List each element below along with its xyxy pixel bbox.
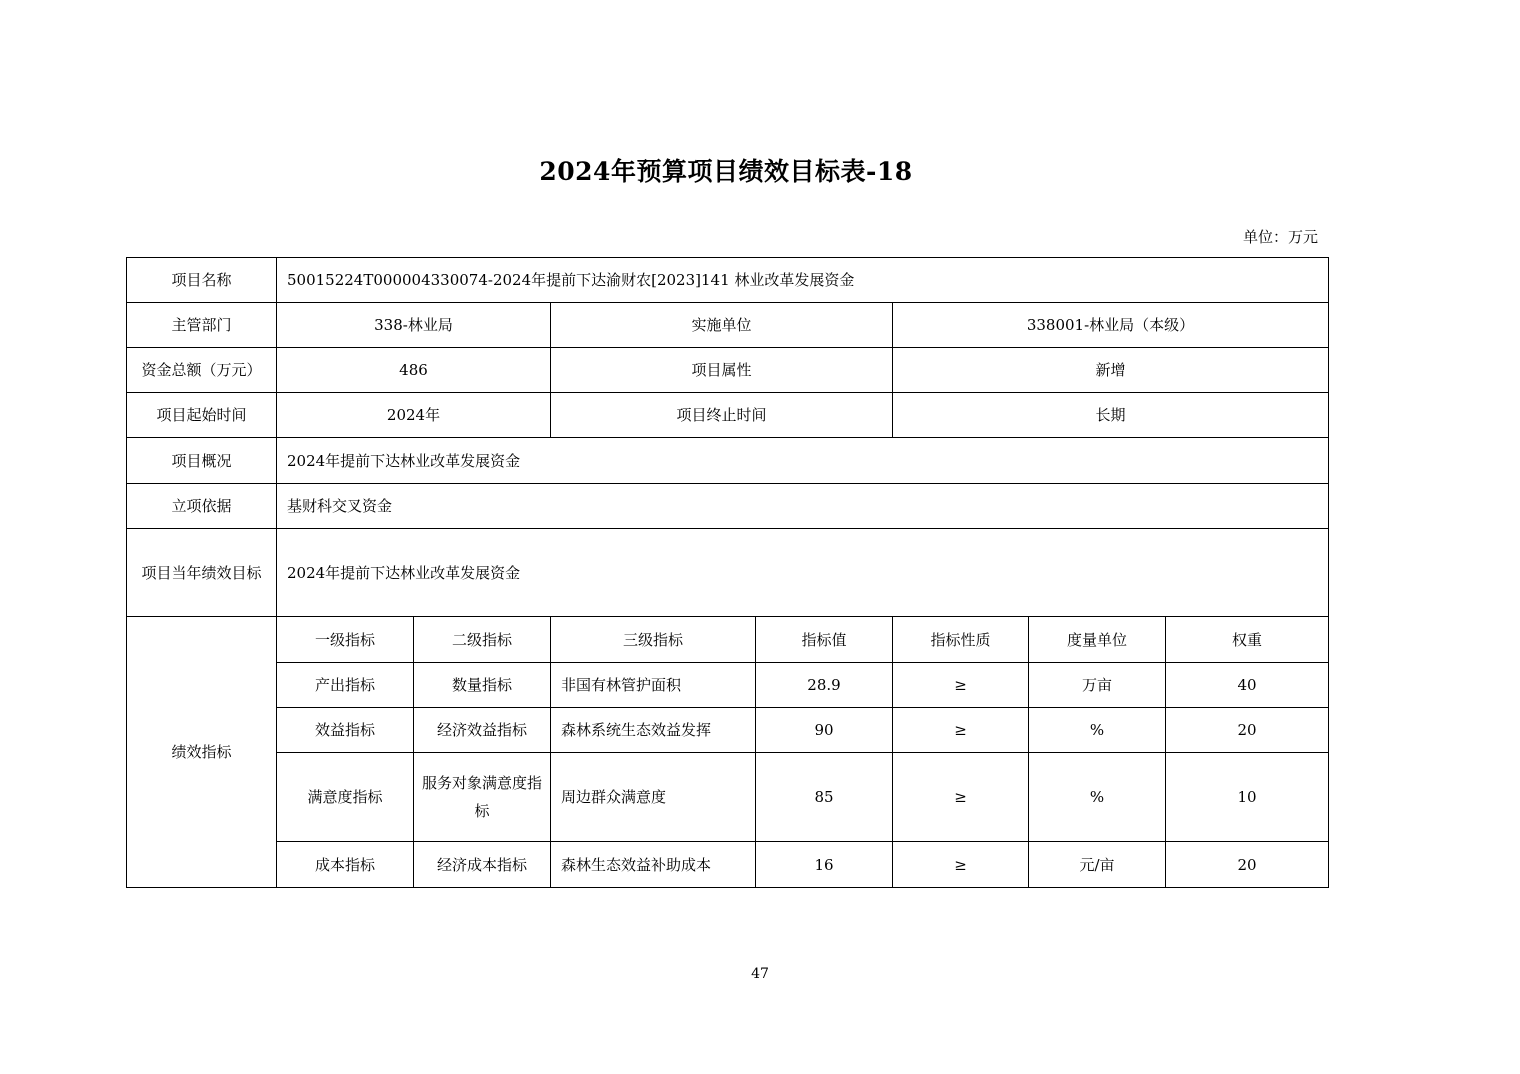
indicator-level1: 满意度指标 <box>277 753 414 842</box>
header-nature: 指标性质 <box>893 617 1029 663</box>
dept-value: 338-林业局 <box>277 303 551 348</box>
indicator-unit: 元/亩 <box>1029 842 1166 888</box>
indicator-nature: ≥ <box>893 663 1029 708</box>
indicator-level2: 经济成本指标 <box>414 842 551 888</box>
fund-label: 资金总额（万元） <box>127 348 277 393</box>
indicator-unit: % <box>1029 708 1166 753</box>
indicator-level3: 非国有林管护面积 <box>551 663 756 708</box>
basis-value: 基财科交叉资金 <box>277 484 1329 529</box>
row-overview <box>127 438 1329 484</box>
indicator-level1: 产出指标 <box>277 663 414 708</box>
end-value: 长期 <box>893 393 1329 438</box>
impl-value: 338001-林业局（本级） <box>893 303 1329 348</box>
row-time <box>127 393 1329 438</box>
indicator-level2: 服务对象满意度指标 <box>414 753 551 842</box>
row-project-name <box>127 258 1329 303</box>
goal-value: 2024年提前下达林业改革发展资金 <box>277 529 1329 617</box>
indicator-level2: 经济效益指标 <box>414 708 551 753</box>
page-number: 47 <box>751 966 769 982</box>
indicator-row <box>127 663 1329 708</box>
attr-label: 项目属性 <box>551 348 893 393</box>
header-level3: 三级指标 <box>551 617 756 663</box>
dept-label: 主管部门 <box>127 303 277 348</box>
overview-value: 2024年提前下达林业改革发展资金 <box>277 438 1329 484</box>
end-label: 项目终止时间 <box>551 393 893 438</box>
indicator-row <box>127 753 1329 842</box>
indicator-nature: ≥ <box>893 753 1029 842</box>
indicator-weight: 10 <box>1166 753 1329 842</box>
indicators-section-label: 绩效指标 <box>127 617 277 888</box>
indicator-level3: 周边群众满意度 <box>551 753 756 842</box>
row-department <box>127 303 1329 348</box>
project-name-label: 项目名称 <box>127 258 277 303</box>
row-goal <box>127 529 1329 617</box>
row-fund <box>127 348 1329 393</box>
indicator-value: 28.9 <box>756 663 893 708</box>
indicator-unit: % <box>1029 753 1166 842</box>
start-value: 2024年 <box>277 393 551 438</box>
project-name-value: 50015224T000004330074-2024年提前下达渝财农[2023]141 林业改革发展资金 <box>277 258 1329 303</box>
indicator-weight: 20 <box>1166 708 1329 753</box>
impl-label: 实施单位 <box>551 303 893 348</box>
goal-label: 项目当年绩效目标 <box>127 529 277 617</box>
indicator-level1: 成本指标 <box>277 842 414 888</box>
indicator-value: 85 <box>756 753 893 842</box>
indicator-unit: 万亩 <box>1029 663 1166 708</box>
attr-value: 新增 <box>893 348 1329 393</box>
indicator-level1: 效益指标 <box>277 708 414 753</box>
header-level2: 二级指标 <box>414 617 551 663</box>
indicator-level3: 森林生态效益补助成本 <box>551 842 756 888</box>
overview-label: 项目概况 <box>127 438 277 484</box>
indicator-weight: 20 <box>1166 842 1329 888</box>
indicator-weight: 40 <box>1166 663 1329 708</box>
document-title: 2024年预算项目绩效目标表-18 <box>539 157 913 186</box>
indicator-row <box>127 708 1329 753</box>
indicator-nature: ≥ <box>893 708 1029 753</box>
indicator-value: 90 <box>756 708 893 753</box>
indicator-nature: ≥ <box>893 842 1029 888</box>
indicator-level2: 数量指标 <box>414 663 551 708</box>
row-basis <box>127 484 1329 529</box>
performance-target-table <box>126 257 1329 888</box>
fund-value: 486 <box>277 348 551 393</box>
header-value: 指标值 <box>756 617 893 663</box>
indicator-header-row <box>127 617 1329 663</box>
start-label: 项目起始时间 <box>127 393 277 438</box>
unit-label: 单位：万元 <box>1242 228 1318 246</box>
header-unit: 度量单位 <box>1029 617 1166 663</box>
indicator-value: 16 <box>756 842 893 888</box>
header-weight: 权重 <box>1166 617 1329 663</box>
indicator-level3: 森林系统生态效益发挥 <box>551 708 756 753</box>
indicator-row <box>127 842 1329 888</box>
basis-label: 立项依据 <box>127 484 277 529</box>
header-level1: 一级指标 <box>277 617 414 663</box>
